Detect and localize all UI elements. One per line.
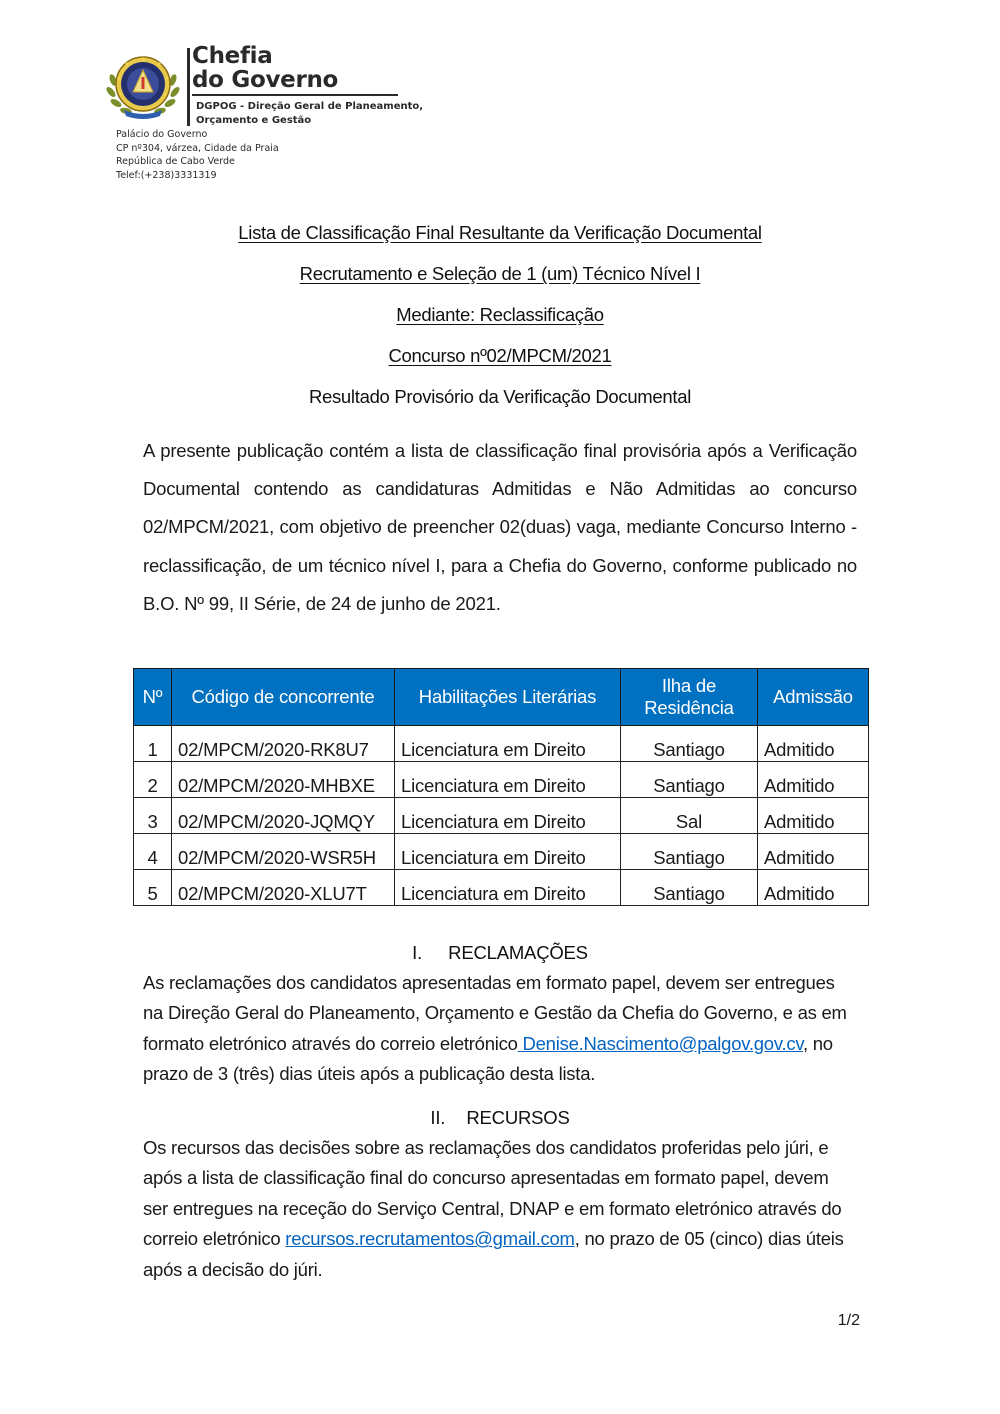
address-line: CP nº304, várzea, Cidade da Praia — [116, 142, 279, 154]
main-title-text: Lista de Classificação Final Resultante da Verificação Documental — [238, 222, 762, 243]
section-title: RECLAMAÇÕES — [448, 942, 588, 963]
section-title: RECURSOS — [466, 1107, 570, 1128]
address-block — [116, 128, 279, 182]
cell-number: 4 — [134, 834, 172, 870]
subtitle-contest-text: Concurso nº02/MPCM/2021 — [388, 345, 612, 366]
coat-of-arms-icon — [104, 50, 182, 120]
logo-line-1: Chefia — [192, 43, 273, 69]
cell-admission: Admitido — [758, 726, 869, 762]
logo-divider — [187, 48, 190, 126]
cell-island: Santiago — [621, 834, 758, 870]
document-titles — [0, 212, 1000, 417]
main-title — [0, 212, 1000, 253]
table-row — [134, 726, 869, 762]
subtitle-result — [0, 376, 1000, 417]
complaints-text-end: , no prazo de 3 (três) dias úteis após a publicação desta lista. — [143, 1032, 833, 1085]
table-header-row — [134, 669, 869, 726]
cell-qualification: Licenciatura em Direito — [395, 762, 621, 798]
complaints-email-link[interactable]: Denise.Nascimento@palgov.gov.cv — [517, 1032, 803, 1054]
address-line: Palácio do Governo — [116, 129, 208, 140]
cell-code: 02/MPCM/2020-MHBXE — [172, 762, 395, 798]
address-line: República de Cabo Verde — [116, 156, 235, 167]
section-heading-complaints — [0, 941, 1000, 965]
cell-code: 02/MPCM/2020-XLU7T — [172, 870, 395, 906]
page-number: 1/2 — [837, 1312, 860, 1329]
cell-admission: Admitido — [758, 870, 869, 906]
complaints-text: As reclamações dos candidatos apresentadas em formato papel, devem ser entregues na Direção Geral do Planeamento, Orçamento e Gestão da Chefia do Governo, e as em formato eletrónico através do correio eletrónico — [143, 972, 847, 1054]
cell-qualification: Licenciatura em Direito — [395, 798, 621, 834]
subtitle-method — [0, 294, 1000, 335]
section-number: I. — [412, 942, 423, 963]
department-line-1: DGPOG - Direção Geral de Planeamento, — [196, 101, 424, 112]
cell-island: Santiago — [621, 726, 758, 762]
section-heading-appeals — [0, 1106, 1000, 1130]
col-header-code: Código de concorrente — [172, 669, 395, 726]
appeals-text-end: , no prazo de 05 (cinco) dias úteis após a decisão do júri. — [143, 1228, 844, 1280]
cell-island: Santiago — [621, 870, 758, 906]
classification-table — [133, 668, 869, 906]
subtitle-result-text: Resultado Provisório da Verificação Documental — [308, 386, 692, 407]
cell-admission: Admitido — [758, 834, 869, 870]
table-row — [134, 834, 869, 870]
subtitle-method-text: Mediante: Reclassificação — [396, 304, 604, 325]
subtitle-contest — [0, 335, 1000, 376]
appeals-email-link[interactable]: recursos.recrutamentos@gmail.com — [285, 1228, 575, 1250]
cell-number: 3 — [134, 798, 172, 834]
section-body-complaints — [143, 968, 857, 1090]
appeals-text: Os recursos das decisões sobre as reclamações dos candidatos proferidas pelo júri, e após a lista de classificação final do concurso apresentadas em formato papel, devem ser entregues na receção do Serviço Central, DNAP e em formato eletrónico através do correio eletrónico — [143, 1137, 842, 1250]
logo-wordmark — [192, 44, 338, 92]
section-number: II. — [430, 1107, 446, 1128]
col-header-admission: Admissão — [758, 669, 869, 726]
col-header-island: Ilha de Residência — [621, 669, 758, 726]
cell-admission: Admitido — [758, 762, 869, 798]
col-header-qualifications: Habilitações Literárias — [395, 669, 621, 726]
address-line: Telef:(+238)3331319 — [116, 169, 217, 181]
logo-underline — [192, 94, 398, 96]
letterhead — [104, 44, 424, 184]
cell-island: Sal — [621, 798, 758, 834]
cell-admission: Admitido — [758, 798, 869, 834]
cell-code: 02/MPCM/2020-JQMQY — [172, 798, 395, 834]
cell-qualification: Licenciatura em Direito — [395, 870, 621, 906]
subtitle-recruitment — [0, 253, 1000, 294]
logo-line-2: do Governo — [192, 67, 339, 93]
cell-number: 1 — [134, 726, 172, 762]
cell-qualification: Licenciatura em Direito — [395, 834, 621, 870]
intro-paragraph: A presente publicação contém a lista de classificação final provisória após a Verificação Documental contendo as candidaturas Admitidas e Não Admitidas ao concurso 02/MPCM/2021, com objetivo de preencher 02(duas) vaga, mediante Concurso Interno - reclassificação, de um técnico nível I, para a Chefia do Governo, conforme publicado no B.O. Nº 99, II Série, de 24 de junho de 2021. — [143, 440, 857, 614]
section-body-appeals — [143, 1133, 857, 1285]
cell-number: 5 — [134, 870, 172, 906]
table-row — [134, 762, 869, 798]
col-header-number: Nº — [134, 669, 172, 726]
subtitle-recruitment-text: Recrutamento e Seleção de 1 (um) Técnico Nível I — [299, 263, 701, 284]
cell-code: 02/MPCM/2020-WSR5H — [172, 834, 395, 870]
cell-number: 2 — [134, 762, 172, 798]
table-row — [134, 870, 869, 906]
department-line-2: Orçamento e Gestão — [196, 115, 312, 126]
department-name — [196, 100, 423, 128]
table-row — [134, 798, 869, 834]
cell-island: Santiago — [621, 762, 758, 798]
cell-qualification: Licenciatura em Direito — [395, 726, 621, 762]
cell-code: 02/MPCM/2020-RK8U7 — [172, 726, 395, 762]
